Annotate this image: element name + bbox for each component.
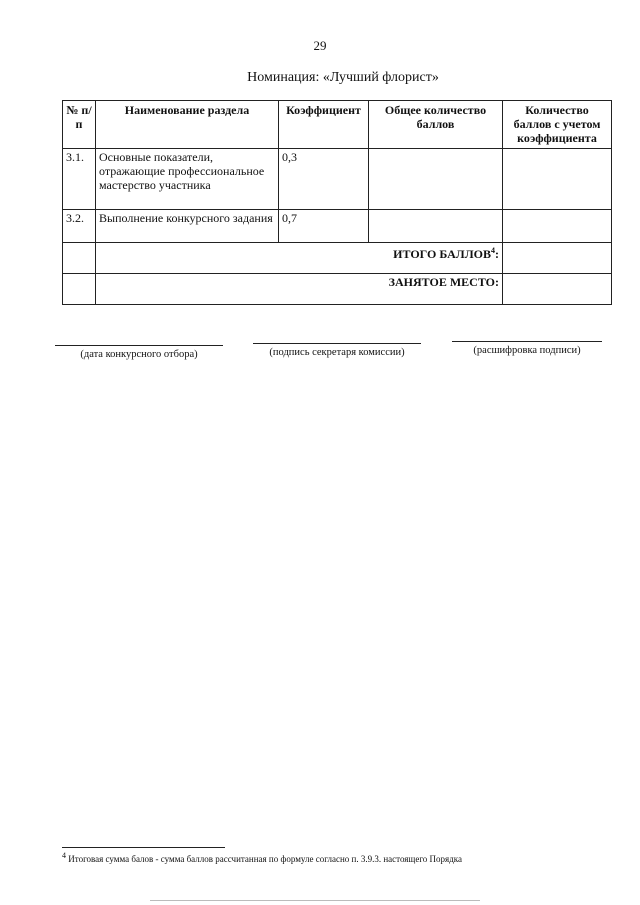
place-row: [63, 274, 612, 305]
row-name: Выполнение конкурсного задания: [96, 210, 279, 243]
footnote-text: Итоговая сумма балов - сумма баллов рассчитанная по формуле согласно п. 3.9.3. настоящего Порядка: [68, 854, 463, 864]
row-weighted-cell[interactable]: [503, 149, 612, 210]
table-header-row: [63, 101, 612, 149]
total-label-text: ИТОГО БАЛЛОВ: [393, 247, 491, 261]
row-coef: 0,3: [279, 149, 369, 210]
header-weighted-points: Количество баллов с учетом коэффициента: [503, 101, 612, 149]
total-footnote-mark: 4: [491, 246, 495, 255]
place-label: ЗАНЯТОЕ МЕСТО:: [96, 274, 503, 305]
total-row: [63, 243, 612, 274]
table-row: [63, 149, 612, 210]
total-num-cell: [63, 243, 96, 274]
row-total-cell[interactable]: [369, 210, 503, 243]
nomination-title: Номинация: «Лучший флорист»: [247, 70, 439, 85]
date-signature-line: [55, 345, 223, 346]
total-label-suffix: :: [495, 247, 499, 261]
secretary-signature-label: (подпись секретаря комиссии): [269, 347, 405, 358]
secretary-signature-line: [253, 343, 421, 344]
row-name: Основные показатели, отражающие профессиональное мастерство участника: [96, 149, 279, 210]
page-number: 29: [313, 38, 327, 53]
row-num: 3.1.: [63, 149, 96, 210]
header-total-points: Общее количество баллов: [369, 101, 503, 149]
header-coef: Коэффициент: [279, 101, 369, 149]
footnote-separator: [62, 847, 225, 848]
row-coef: 0,7: [279, 210, 369, 243]
page-bottom-edge: [150, 900, 480, 901]
decoding-signature-label: (расшифровка подписи): [473, 345, 581, 356]
table-row: [63, 210, 612, 243]
footnote: [62, 851, 462, 864]
header-num: № п/п: [63, 101, 96, 149]
header-name: Наименование раздела: [96, 101, 279, 149]
place-num-cell: [63, 274, 96, 305]
place-value-cell[interactable]: [503, 274, 612, 305]
date-signature-label: (дата конкурсного отбора): [80, 349, 198, 360]
footnote-mark: 4: [62, 851, 66, 860]
row-num: 3.2.: [63, 210, 96, 243]
row-weighted-cell[interactable]: [503, 210, 612, 243]
total-label: [96, 243, 503, 274]
decoding-signature-line: [452, 341, 602, 342]
score-table: [62, 100, 612, 305]
row-total-cell[interactable]: [369, 149, 503, 210]
total-value-cell[interactable]: [503, 243, 612, 274]
